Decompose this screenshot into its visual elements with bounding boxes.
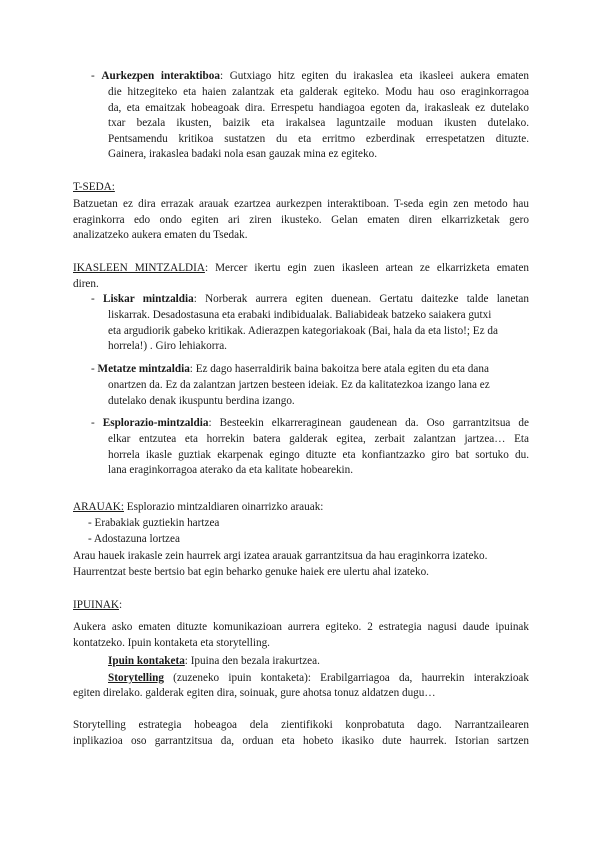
esplorazio-item: - Esplorazio-mintzaldia: Besteekin elkarreraginean gaudenean da. Oso garrantzitsua de: [91, 417, 529, 429]
storytelling-line-2: egiten direlako. galderak egiten dira, soinuak, gure ahotsa tonuz aldatzen dugu…: [73, 687, 436, 699]
arauak-paragraph: Arau hauek irakasle zein haurrek argi izatea arauak garrantzitsua da hau eraginkorra izateko. Haurrentzat beste bertsio bat egin beharko genuke haiek ere ulertu ahal izateko.: [73, 550, 488, 578]
tseda-l2: eraginkorra edo ondo egiten ari ziren ikusteko. Gelan ematen diren elkarrizketak gero: [73, 213, 529, 226]
metatze-item: - Metatze mintzaldia: Ez dago haserraldirik baina bakoitza bere atala egiten du eta dana: [91, 363, 489, 375]
liskar-body: liskarrak. Desadostasuna eta erabaki indibidualak. Baliabideak batzeko saiakera gutxi eta argudiorik gabeko kritikak. Adierazpen kategoriakoak (Bai, hala da eta listo!; Ez da horrela!) . Giro lehiakorra.: [108, 309, 498, 352]
interaktiboa-item: [91, 69, 529, 85]
interaktiboa-l3: da, eta emaitzak hobeagoak dira. Errespetu handiagoa egoten da, irakasleak ez dutelako: [108, 101, 529, 114]
metatze-body: onartzen da. Ez da zalantzan jartzen besteen ideiak. Ez da kalitatezkoa izango lana ez dutelako denak ikuspuntu berdina izango.: [108, 379, 490, 407]
liskar-item: - Liskar mintzaldia: Norberak aurrera egiten duenean. Gertatu daitezke talde lanetan: [91, 293, 529, 305]
tseda-heading: T-SEDA:: [73, 181, 115, 193]
interaktiboa-term: Aurkezpen interaktiboa: [101, 70, 220, 82]
list-item: - Erabakiak guztiekin hartzea: [88, 517, 220, 529]
esplorazio-body: elkar entzutea eta horrekin batera galderak egitea, zerbait zalantzan jartzea… Eta horrela ikasle guztiak ekarpenak egingo dituzte eta konfiantzazko giro bat sortuko du. lana eraginkorragoa aterako da eta kalitate hobearekin.: [108, 433, 529, 476]
mintzaldia-l2: diren.: [73, 277, 99, 290]
list-dash: -: [91, 70, 102, 82]
tseda-paragraph: [73, 197, 529, 244]
interaktiboa-l4: txar bezala ikusten, baizik eta irakalsea laguntzaile moduan ikusten dutelako.: [108, 117, 529, 129]
ipuin-kontaketa-term: Ipuin kontaketa: [108, 655, 185, 667]
storytelling-term: Storytelling: [108, 672, 164, 684]
mintzaldia-heading: IKASLEEN MINTZALDIA: [73, 262, 205, 274]
ipuinak-heading-line: IPUINAK:: [73, 599, 123, 611]
interaktiboa-l6: Gainera, irakaslea badaki nola esan gauzak mina ez egiteko.: [108, 148, 377, 160]
list-item: - Adostazuna lortzea: [88, 532, 180, 545]
arauak-list: [88, 516, 529, 547]
tseda-l3: analizatzeko aukera ematen du Tsedak.: [73, 229, 248, 241]
ipuin-kontaketa-line: Ipuin kontaketa: Ipuina den bezala irakurtzea.: [108, 655, 320, 667]
esplorazio-term: Esplorazio-mintzaldia: [102, 417, 209, 429]
ipuinak-final-paragraph: Storytelling estrategia hobeagoa dela zientifikoki konprobatuta dago. Narrantzailearen inplikazioa oso garrantzitsua da, orduan eta hobeto ikasiko dute haurrek. Istorian sartzen: [73, 719, 529, 747]
arauak-intro: ARAUAK: Esplorazio mintzaldiaren oinarrizko arauak:: [73, 501, 324, 513]
arauak-heading: ARAUAK:: [73, 501, 124, 513]
metatze-term: Metatze mintzaldia: [97, 363, 190, 375]
ipuinak-heading: IPUINAK: [73, 599, 119, 611]
storytelling-line: Storytelling (zuzeneko ipuin kontaketa): Erabilgarriagoa da, haurrekin interakzioak: [108, 672, 529, 684]
interaktiboa-l2: die hitzegiteko eta haien zalantzak eta galderak egiteko. Modu hau oso eraginkorragoa: [108, 86, 529, 98]
ipuinak-paragraph: Aukera asko ematen dituzte komunikazioan aurrera egiteko. 2 estrategia nagusi daude ipuinak kontatzeko. Ipuin kontaketa eta storytelling.: [73, 621, 529, 649]
tseda-l1: Batzuetan ez dira errazak arauak ezartzea aurkezpen interaktiboan. T-seda egin zen metodo hau: [73, 198, 529, 210]
interaktiboa-l5: Pentsamendu kritikoa sustatzen du eta erritmo ezberdinak errespetatzen dituzte.: [108, 132, 529, 145]
liskar-term: Liskar mintzaldia: [102, 293, 194, 305]
mintzaldia-l1: : Mercer ikertu egin zuen ikasleen artean ze elkarrizketa ematen: [204, 262, 529, 274]
interaktiboa-l1: : Gutxiago hitz egiten du irakaslea eta ikasleei aukera ematen: [219, 70, 529, 82]
mintzaldia-intro: [73, 261, 529, 292]
interaktiboa-body: [108, 85, 529, 163]
